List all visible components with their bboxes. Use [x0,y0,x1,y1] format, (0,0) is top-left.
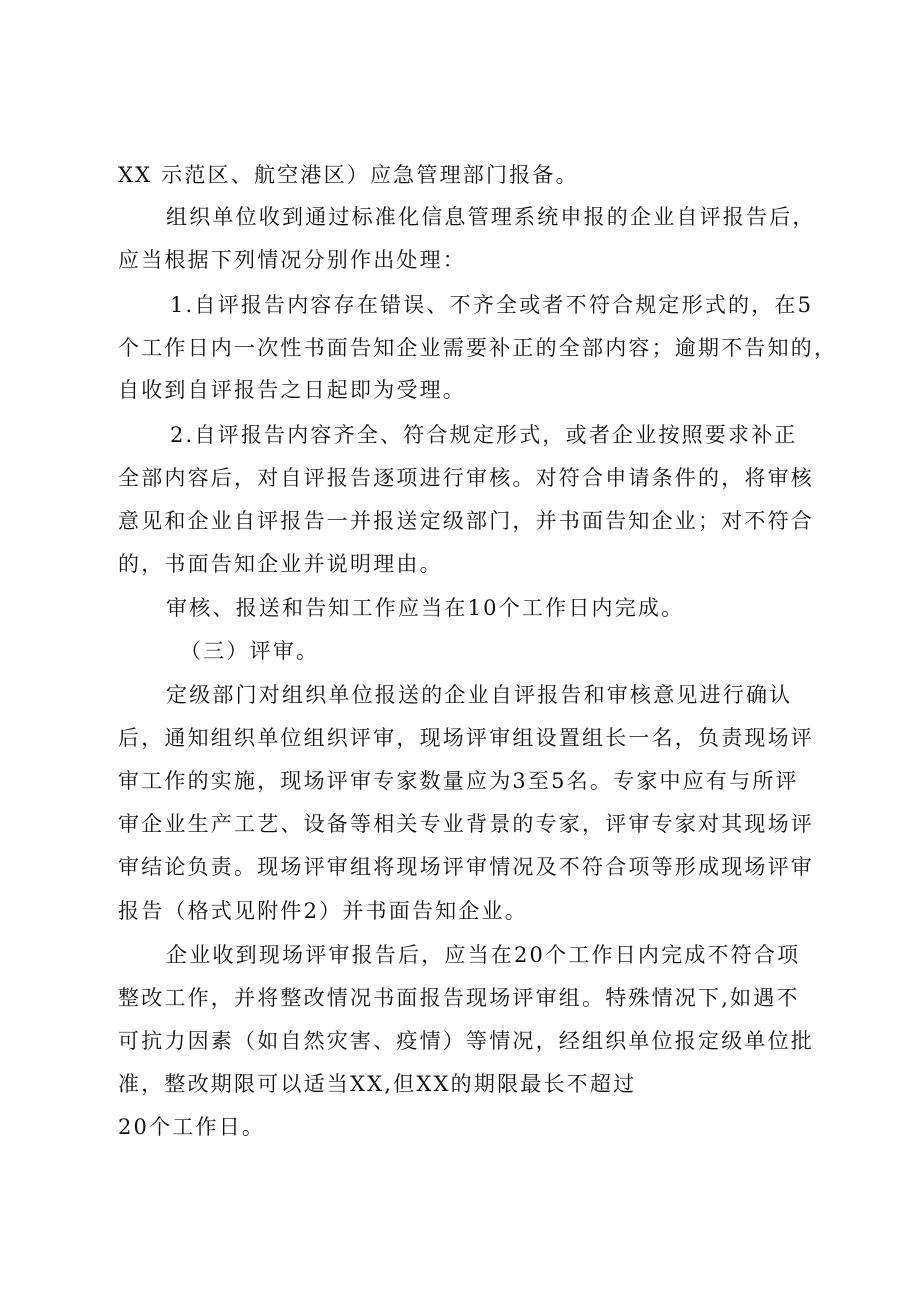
text-line: 20个工作日。 [118,1115,266,1139]
text-line: 定级部门对组织单位报送的企业自评报告和审核意见进行确认 [166,683,793,707]
text-line: 自收到自评报告之日起即为受理。 [118,378,466,402]
text-line: 审工作的实施，现场评审专家数量应为3至5名。专家中应有与所评 [118,769,799,793]
text-line: 审结论负责。现场评审组将现场评审情况及不符合项等形成现场评审 [118,855,814,879]
text-line: 意见和企业自评报告一并报送定级部门，并书面告知企业；对不符合 [118,509,814,533]
section-heading: （三）评审。 [180,639,320,663]
text-line: 2.自评报告内容齐全、符合规定形式，或者企业按照要求补正 [170,423,798,447]
text-line: 的，书面告知企业并说明理由。 [118,552,443,576]
text-line: 报告（格式见附件2）并书面告知企业。 [118,899,528,923]
text-line: 审核、报送和告知工作应当在10个工作日内完成。 [166,596,685,620]
text-line: XX 示范区、航空港区）应急管理部门报备。 [118,163,579,187]
text-line: 1.自评报告内容存在错误、不齐全或者不符合规定形式的，在5 [170,293,814,317]
text-line: 可抗力因素（如自然灾害、疫情）等情况，经组织单位报定级单位批 [118,1029,814,1053]
text-line: 准，整改期限可以适当XX,但XX的期限最长不超过 [118,1072,637,1096]
text-line: 整改工作，并将整改情况书面报告现场评审组。特殊情况下,如遇不 [118,986,800,1010]
text-line: 全部内容后，对自评报告逐项进行审核。对符合申请条件的，将审核 [118,466,814,490]
text-line: 组织单位收到通过标准化信息管理系统申报的企业自评报告后， [166,205,816,229]
text-line: 审企业生产工艺、设备等相关专业背景的专家，评审专家对其现场评 [118,812,814,836]
text-line: 企业收到现场评审报告后，应当在20个工作日内完成不符合项 [166,943,801,967]
text-line: 个工作日内一次性书面告知企业需要补正的全部内容；逾期不告知的， [118,336,838,360]
text-line: 应当根据下列情况分别作出处理： [118,248,466,272]
text-line: 后，通知组织单位组织评审，现场评审组设置组长一名，负责现场评 [118,726,814,750]
